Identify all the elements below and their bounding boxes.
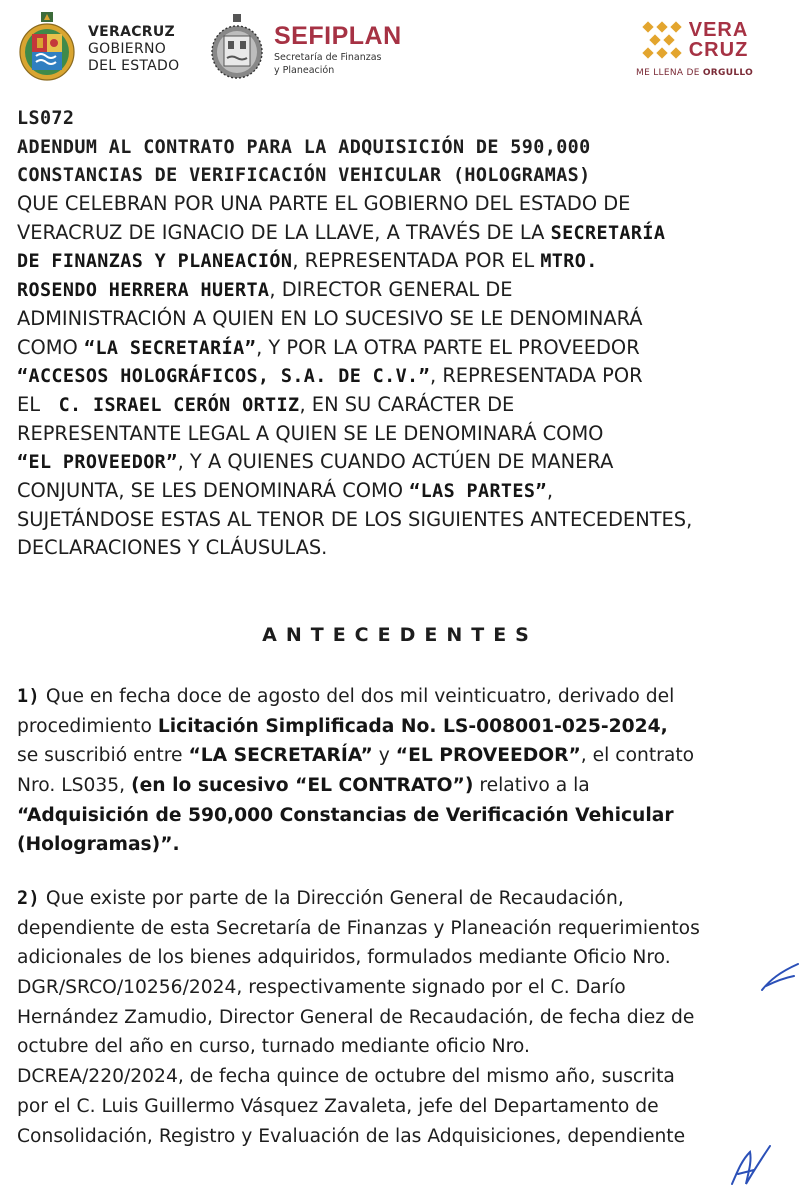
contract-title-line-2: CONSTANCIAS DE VERIFICACIÓN VEHICULAR (HOLOGRAMAS): [17, 165, 591, 187]
sefiplan-subtitle-2: y Planeación: [274, 65, 335, 76]
intro-line-2: VERACRUZ DE IGNACIO DE LA LLAVE, A TRAVÉS DE LA SECRETARÍA: [17, 220, 666, 244]
antecedente-2-line-9: Consolidación, Registro y Evaluación de las Adquisiciones, dependiente: [17, 1125, 686, 1147]
antecedentes-heading: ANTECEDENTES: [262, 624, 538, 646]
intro-line-1: QUE CELEBRAN POR UNA PARTE EL GOBIERNO DEL ESTADO DE: [17, 192, 631, 216]
intro-line-8: EL C. ISRAEL CERÓN ORTIZ, EN SU CARÁCTER DE: [17, 392, 515, 416]
antecedente-2-line-5: Hernández Zamudio, Director General de Recaudación, de fecha diez de: [17, 1006, 695, 1028]
intro-line-11: CONJUNTA, SE LES DENOMINARÁ COMO “LAS PARTES”,: [17, 478, 553, 502]
veracruz-pattern-icon: [641, 20, 683, 60]
intro-line-6: COMO “LA SECRETARÍA”, Y POR LA OTRA PARTE EL PROVEEDOR: [17, 335, 640, 359]
antecedente-2-line-4: DGR/SRCO/10256/2024, respectivamente signado por el C. Darío: [17, 977, 626, 999]
intro-line-12: SUJETÁNDOSE ESTAS AL TENOR DE LOS SIGUIENTES ANTECEDENTES,: [17, 507, 693, 531]
gobierno-text: [88, 24, 179, 75]
gobierno-line3: DEL ESTADO: [88, 58, 180, 74]
letterhead: [0, 0, 800, 100]
antecedente-2-line-7: DCREA/220/2024, de fecha quince de octubre del mismo año, suscrita: [17, 1066, 675, 1088]
sefiplan-emblem-icon: [210, 14, 264, 80]
antecedente-1-line-1: 1) Que en fecha doce de agosto del dos mil veinticuatro, derivado del: [17, 686, 675, 707]
initials-mark-bottom: [728, 1140, 774, 1190]
veracruz-slogan-a: ME LLENA DE: [636, 68, 703, 78]
intro-line-5: ADMINISTRACIÓN A QUIEN EN LO SUCESIVO SE LE DENOMINARÁ: [17, 306, 643, 330]
intro-line-9: REPRESENTANTE LEGAL A QUIEN SE LE DENOMINARÁ COMO: [17, 421, 604, 445]
gobierno-logo-block: [18, 12, 179, 82]
gobierno-line1: VERACRUZ: [88, 24, 175, 40]
antecedente-2-line-8: por el C. Luis Guillermo Vásquez Zavaleta, jefe del Departamento de: [17, 1095, 659, 1117]
veracruz-word-2: CRUZ: [688, 39, 749, 61]
contract-title-line-1: ADENDUM AL CONTRATO PARA LA ADQUISICIÓN DE 590,000: [17, 136, 591, 158]
antecedente-1-line-2: procedimiento Licitación Simplificada No. LS-008001-025-2024,: [17, 715, 668, 737]
antecedente-2-line-6: octubre del año en curso, turnado mediante oficio Nro.: [17, 1036, 530, 1058]
antecedente-2-line-1: 2) Que existe por parte de la Dirección General de Recaudación,: [17, 888, 624, 909]
antecedente-1-line-4: Nro. LS035, (en lo sucesivo “EL CONTRATO”) relativo a la: [17, 775, 590, 797]
intro-line-13: DECLARACIONES Y CLÁUSULAS.: [17, 536, 328, 560]
sefiplan-title: SEFIPLAN: [274, 22, 402, 50]
veracruz-brand-block: [636, 20, 753, 78]
intro-line-3: DE FINANZAS Y PLANEACIÓN, REPRESENTADA POR EL MTRO.: [17, 249, 598, 273]
veracruz-word-1: VERA: [688, 19, 749, 41]
antecedente-1-line-3: se suscribió entre “LA SECRETARÍA” y “EL PROVEEDOR”, el contrato: [17, 745, 695, 767]
antecedente-1-line-6: (Hologramas)”.: [17, 834, 180, 856]
antecedente-1: [17, 682, 773, 860]
intro-line-10: “EL PROVEEDOR”, Y A QUIENES CUANDO ACTÚEN DE MANERA: [17, 450, 614, 474]
antecedente-2-line-2: dependiente de esta Secretaría de Finanzas y Planeación requerimientos: [17, 917, 700, 939]
gobierno-line2: GOBIERNO: [88, 41, 167, 57]
intro-line-4: ROSENDO HERRERA HUERTA, DIRECTOR GENERAL DE: [17, 278, 513, 302]
veracruz-slogan-b: ORGULLO: [702, 68, 754, 78]
contract-code: LS072: [17, 108, 75, 129]
signature-mark-right-margin: [760, 960, 800, 994]
sefiplan-logo-block: [210, 14, 402, 80]
antecedente-2: [17, 884, 773, 1151]
veracruz-coat-of-arms-icon: [18, 12, 76, 82]
veracruz-wordmark: [689, 20, 749, 60]
veracruz-slogan: [636, 68, 753, 78]
sefiplan-subtitle-1: Secretaría de Finanzas: [274, 52, 382, 63]
sefiplan-text: [274, 22, 402, 76]
antecedente-1-line-5: “Adquisición de 590,000 Constancias de Verificación Vehicular: [17, 804, 674, 826]
contract-heading: [17, 104, 773, 563]
antecedente-2-line-3: adicionales de los bienes adquiridos, formulados mediante Oficio Nro.: [17, 947, 671, 969]
intro-line-7: “ACCESOS HOLOGRÁFICOS, S.A. DE C.V.”, REPRESENTADA POR: [17, 364, 643, 388]
